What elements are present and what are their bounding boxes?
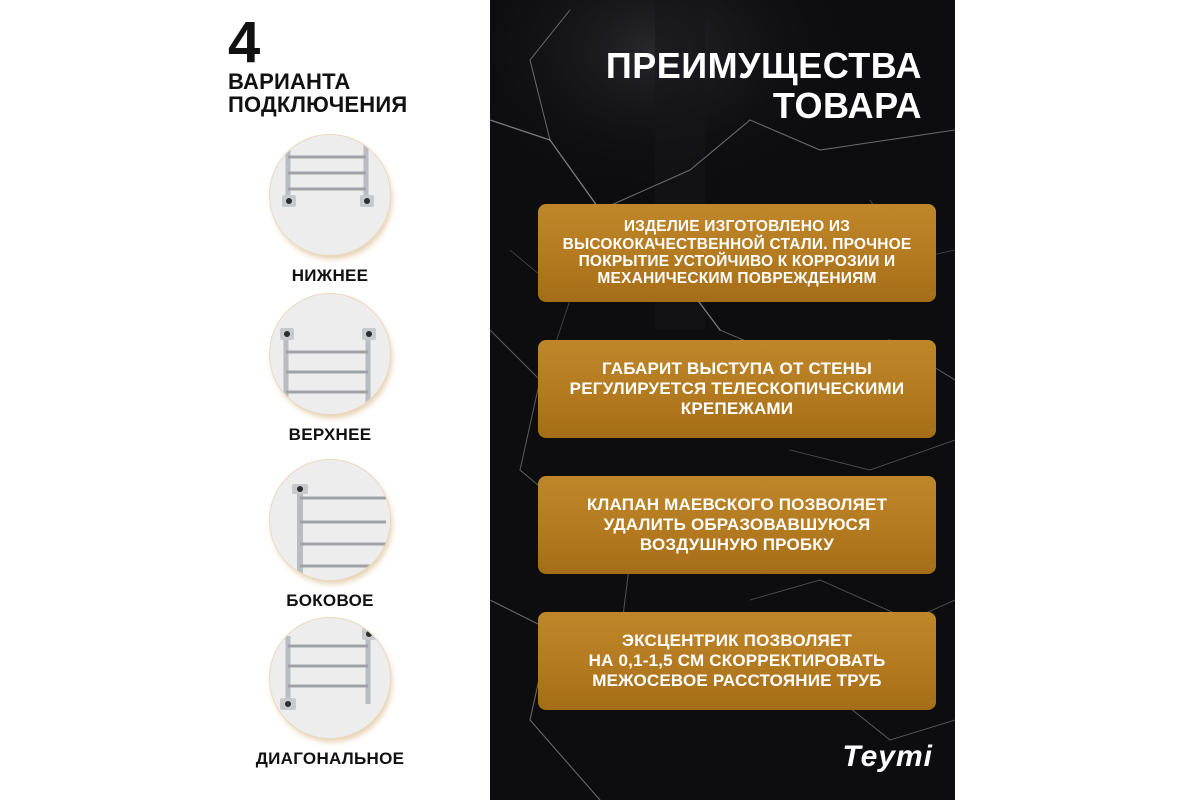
benefit-card (538, 340, 936, 438)
variant-label: НИЖНЕЕ (291, 266, 369, 285)
towel-rail-side-connection-photo (270, 460, 390, 580)
benefit-text-line: КРЕПЕЖАМИ (680, 398, 794, 418)
benefit-text-line: ИЗДЕЛИЕ ИЗГОТОВЛЕНО ИЗ (623, 218, 851, 236)
towel-rail-top-connection-photo (270, 294, 390, 414)
benefit-text-line: ЭКСЦЕНТРИК ПОЗВОЛЯЕТ (621, 631, 853, 651)
variant-label: БОКОВОЕ (286, 591, 374, 610)
advantages-panel (490, 0, 955, 800)
connection-options-panel (0, 0, 490, 800)
brand-logo: Teymi (842, 740, 933, 773)
benefit-text-line: МЕЖОСЕВОЕ РАССТОЯНИЕ ТРУБ (592, 670, 882, 690)
connection-count-label-line: ПОДКЛЮЧЕНИЯ (228, 92, 408, 118)
connection-count-label (228, 70, 407, 116)
benefit-card (538, 612, 936, 710)
benefit-text-line: ГАБАРИТ ВЫСТУПА ОТ СТЕНЫ (602, 359, 872, 379)
variant-label: ВЕРХНЕЕ (288, 425, 372, 444)
variant-label: ДИАГОНАЛЬНОЕ (255, 749, 405, 768)
towel-rail-diagonal-connection-photo (270, 618, 390, 738)
benefit-card (538, 204, 936, 302)
benefit-card (538, 476, 936, 574)
connection-count-label-line: ВАРИАНТА (228, 69, 351, 94)
towel-rail-bottom-connection-photo (270, 135, 390, 255)
advantages-title (490, 46, 922, 127)
benefit-text-line: УДАЛИТЬ ОБРАЗОВАВШУЮСЯ (603, 515, 871, 535)
benefit-text-line: ПОКРЫТИЕ УСТОЙЧИВО К КОРРОЗИИ И (578, 253, 896, 270)
benefit-text-line: КЛАПАН МАЕВСКОГО ПОЗВОЛЯЕТ (586, 495, 888, 515)
benefit-text-line: ВЫСОКОКАЧЕСТВЕННОЙ СТАЛИ. ПРОЧНОЕ (562, 235, 912, 253)
benefit-text-line: РЕГУЛИРУЕТСЯ ТЕЛЕСКОПИЧЕСКИМИ (569, 379, 905, 399)
benefit-text-line: НА 0,1-1,5 СМ СКОРРЕКТИРОВАТЬ (588, 651, 886, 671)
advantages-title-line: ТОВАРА (772, 85, 922, 127)
benefit-text-line: МЕХАНИЧЕСКИМ ПОВРЕЖДЕНИЯМ (597, 270, 877, 288)
advantages-title-line: ПРЕИМУЩЕСТВА (605, 45, 922, 86)
benefit-text-line: ВОЗДУШНУЮ ПРОБКУ (639, 534, 835, 554)
connection-count: 4 (228, 10, 261, 75)
